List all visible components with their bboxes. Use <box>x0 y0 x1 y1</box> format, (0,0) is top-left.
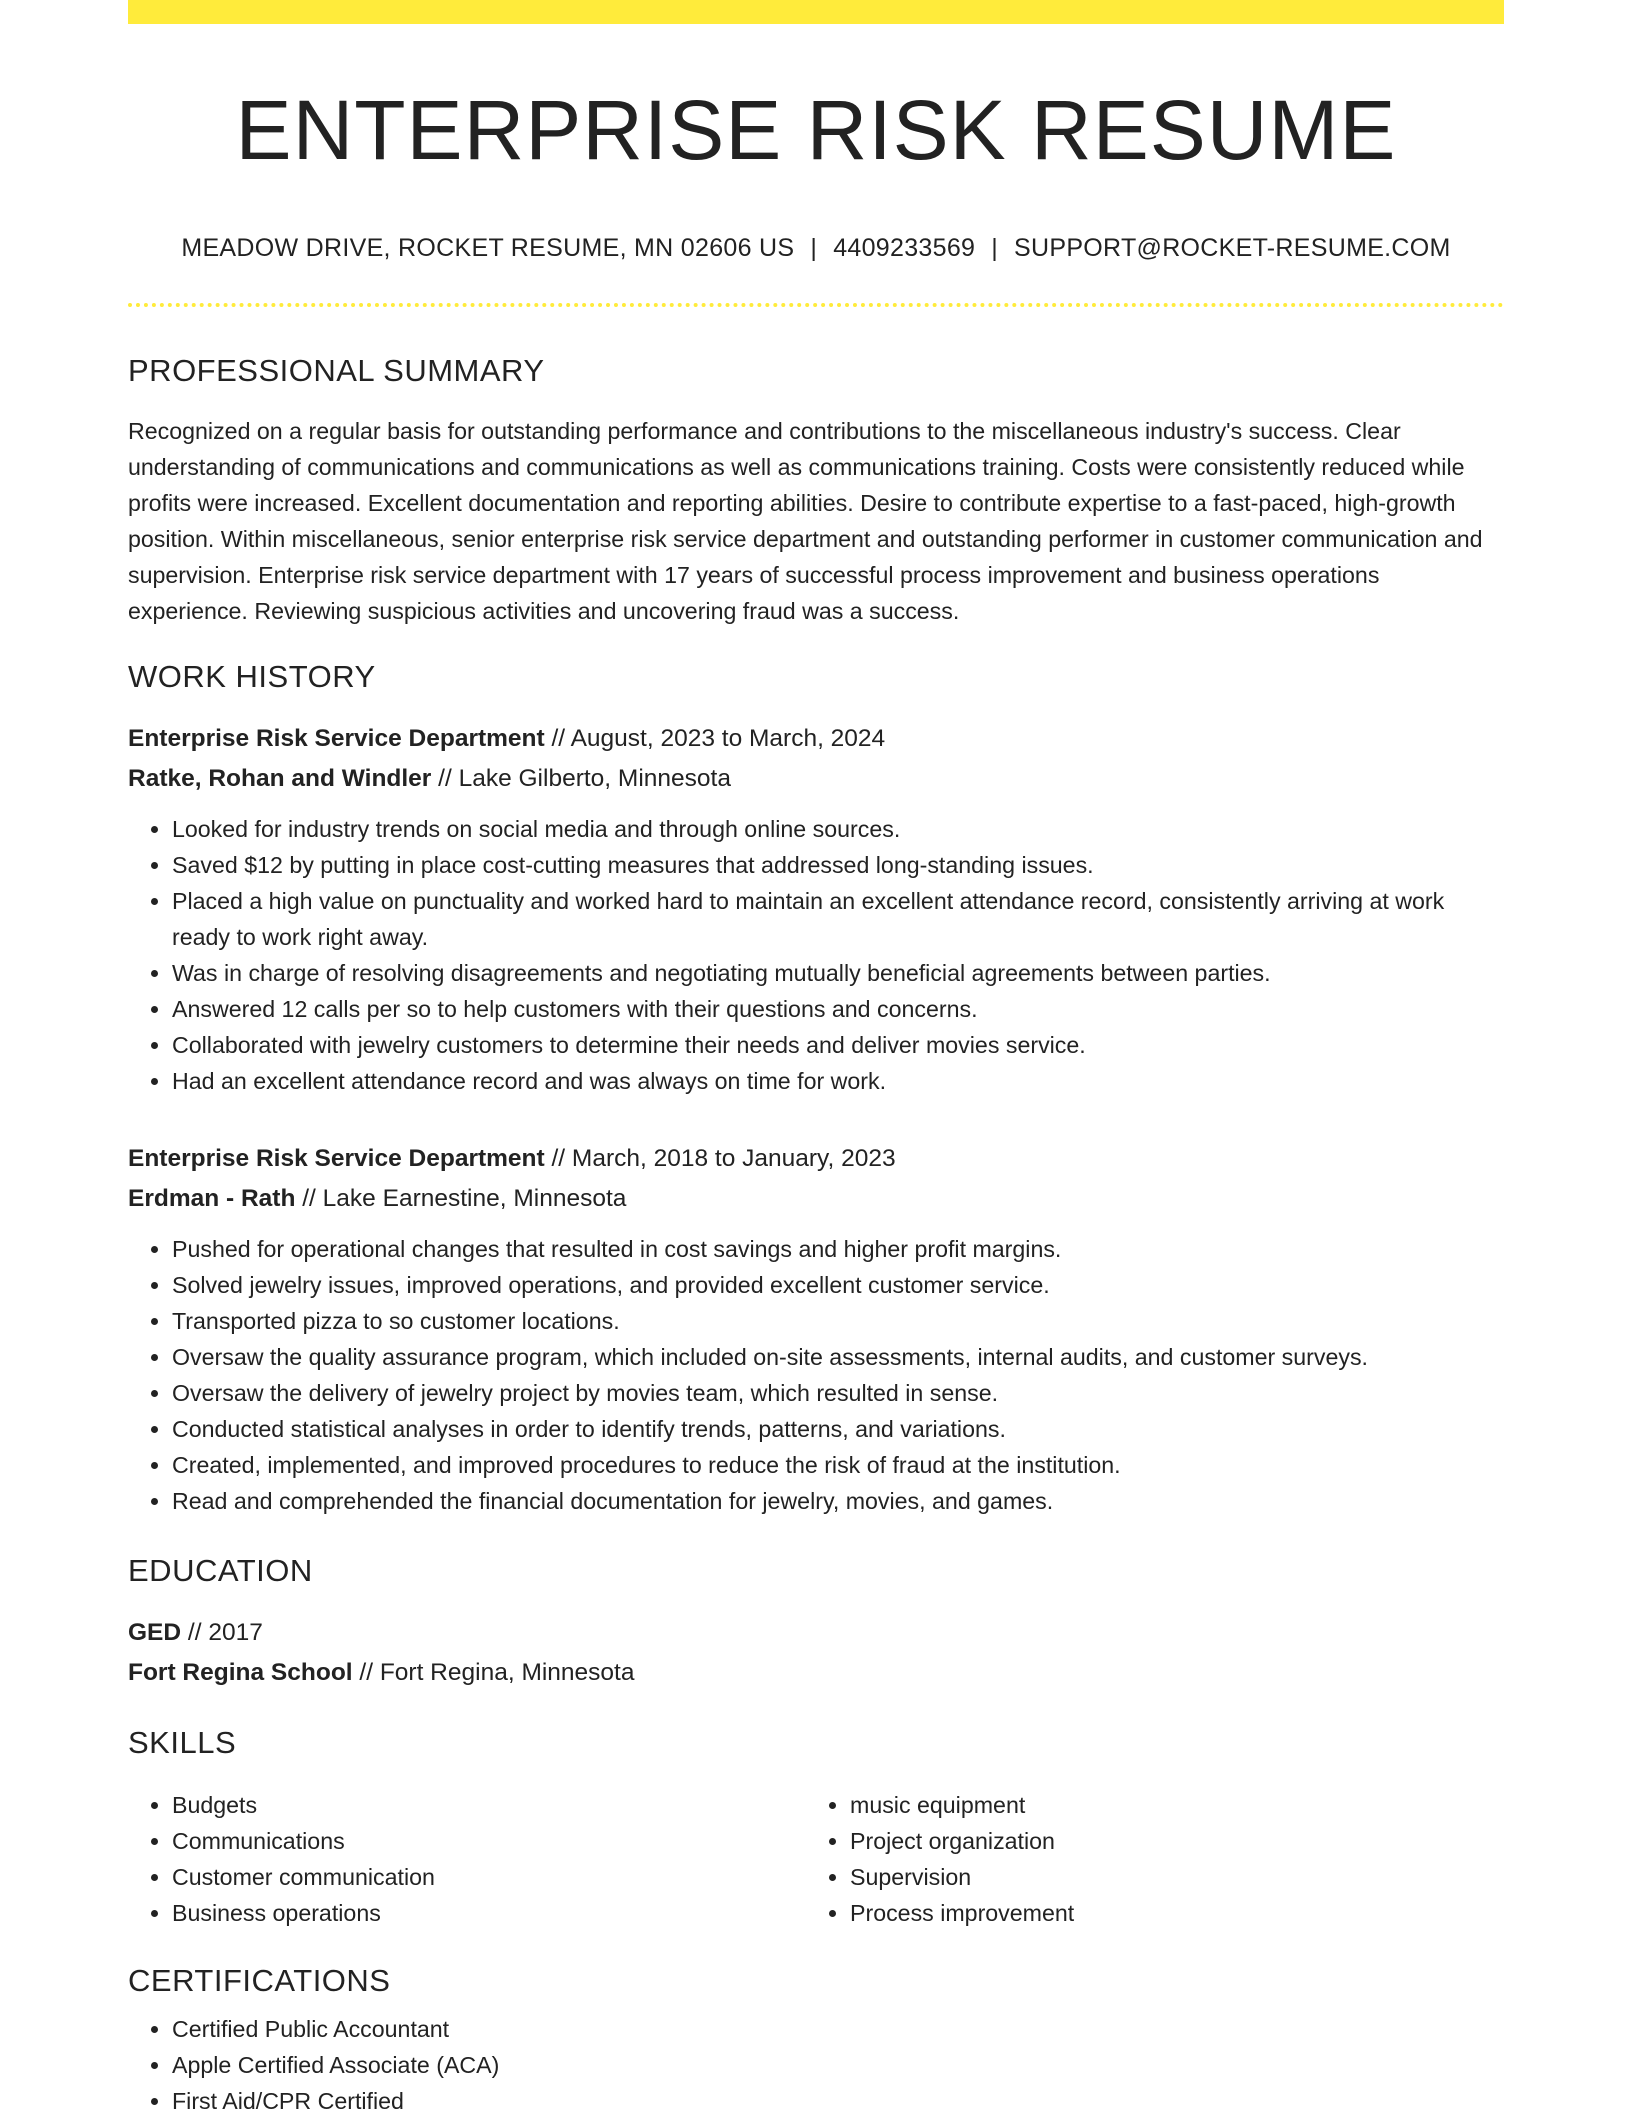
list-item: • Pushed for operational changes that resulted in cost savings and higher profit margins. <box>172 1231 1504 1267</box>
job-bullet-list <box>128 1231 1504 1519</box>
education-degree-line <box>128 1613 1504 1653</box>
education-school: Fort Regina School <box>128 1659 353 1687</box>
list-item: • Business operations <box>172 1895 806 1931</box>
job-location: // Lake Earnestine, Minnesota <box>295 1185 627 1213</box>
skills-list-right <box>806 1787 1484 1931</box>
summary-heading: PROFESSIONAL SUMMARY <box>128 353 545 389</box>
list-item: • Answered 12 calls per so to help customers with their questions and concerns. <box>172 991 1504 1027</box>
job-title-line <box>128 1139 1504 1179</box>
list-item: • Oversaw the delivery of jewelry project by movies team, which resulted in sense. <box>172 1375 1504 1411</box>
resume-title: ENTERPRISE RISK RESUME <box>235 83 1397 177</box>
work-history-heading: WORK HISTORY <box>128 659 376 695</box>
job-company-line <box>128 759 1504 799</box>
job-dates: // March, 2018 to January, 2023 <box>544 1145 896 1173</box>
certifications-list <box>128 2011 1504 2119</box>
list-item: • Conducted statistical analyses in order to identify trends, patterns, and variations. <box>172 1411 1504 1447</box>
job-company: Erdman - Rath <box>128 1185 296 1213</box>
contact-phone: 4409233569 <box>833 234 976 263</box>
job-role: Enterprise Risk Service Department <box>128 725 545 753</box>
list-item: • music equipment <box>850 1787 1484 1823</box>
education-heading: EDUCATION <box>128 1553 313 1589</box>
contact-email: SUPPORT@ROCKET-RESUME.COM <box>1014 234 1451 263</box>
list-item: • Process improvement <box>850 1895 1484 1931</box>
list-item: • Oversaw the quality assurance program, which included on-site assessments, internal audits, and customer surveys. <box>172 1339 1504 1375</box>
job-role: Enterprise Risk Service Department <box>128 1145 545 1173</box>
list-item: • Apple Certified Associate (ACA) <box>172 2047 1504 2083</box>
skills-grid <box>128 1787 1504 1931</box>
certifications-heading: CERTIFICATIONS <box>128 1963 391 1999</box>
list-item: • Collaborated with jewelry customers to determine their needs and deliver movies service. <box>172 1027 1504 1063</box>
list-item: • Communications <box>172 1823 806 1859</box>
skills-list-left <box>128 1787 806 1931</box>
list-item: • Had an excellent attendance record and was always on time for work. <box>172 1063 1504 1099</box>
list-item: • Budgets <box>172 1787 806 1823</box>
job-location: // Lake Gilberto, Minnesota <box>431 765 731 793</box>
list-item: • First Aid/CPR Certified <box>172 2083 1504 2119</box>
job-dates: // August, 2023 to March, 2024 <box>544 725 886 753</box>
job-title-line <box>128 719 1504 759</box>
list-item: • Was in charge of resolving disagreements and negotiating mutually beneficial agreements between parties. <box>172 955 1504 991</box>
contact-separator: | <box>810 234 818 263</box>
list-item: • Looked for industry trends on social media and through online sources. <box>172 811 1504 847</box>
education-degree: GED <box>128 1619 182 1647</box>
education-school-line <box>128 1653 1504 1693</box>
education-entry <box>128 1613 1504 1693</box>
list-item: • Transported pizza to so customer locations. <box>172 1303 1504 1339</box>
summary-text: Recognized on a regular basis for outstanding performance and contributions to the miscellaneous industry's success. Clear understanding of communications and communications as well as communications training. Costs were consistently reduced while profits were increased. Excellent documentation and reporting abilities. Desire to contribute expertise to a fast-paced, high-growth position. Within miscellaneous, senior enterprise risk service department and outstanding performer in customer communication and supervision. Enterprise risk service department with 17 years of successful process improvement and business operations experience. Reviewing suspicious activities and uncovering fraud was a success. <box>128 418 1483 625</box>
list-item: • Customer communication <box>172 1859 806 1895</box>
contact-line <box>128 234 1504 263</box>
job-company-line <box>128 1179 1504 1219</box>
list-item: • Read and comprehended the financial documentation for jewelry, movies, and games. <box>172 1483 1504 1519</box>
education-location: // Fort Regina, Minnesota <box>352 1659 635 1687</box>
list-item: • Supervision <box>850 1859 1484 1895</box>
contact-address: MEADOW DRIVE, ROCKET RESUME, MN 02606 US <box>181 234 795 263</box>
list-item: • Saved $12 by putting in place cost-cutting measures that addressed long-standing issues. <box>172 847 1504 883</box>
education-year: // 2017 <box>181 1619 263 1647</box>
list-item: • Certified Public Accountant <box>172 2011 1504 2047</box>
job-entry <box>128 719 1504 1099</box>
contact-separator: | <box>991 234 999 263</box>
resume-page <box>128 0 1504 2119</box>
job-entry <box>128 1139 1504 1519</box>
list-item: • Placed a high value on punctuality and worked hard to maintain an excellent attendance record, consistently arriving at work ready to work right away. <box>172 883 1504 955</box>
job-bullet-list <box>128 811 1504 1099</box>
list-item: • Solved jewelry issues, improved operations, and provided excellent customer service. <box>172 1267 1504 1303</box>
list-item: • Created, implemented, and improved procedures to reduce the risk of fraud at the institution. <box>172 1447 1504 1483</box>
job-company: Ratke, Rohan and Windler <box>128 765 432 793</box>
accent-top-bar <box>128 0 1504 24</box>
list-item: • Project organization <box>850 1823 1484 1859</box>
dotted-divider <box>128 303 1504 307</box>
skills-heading: SKILLS <box>128 1725 237 1761</box>
